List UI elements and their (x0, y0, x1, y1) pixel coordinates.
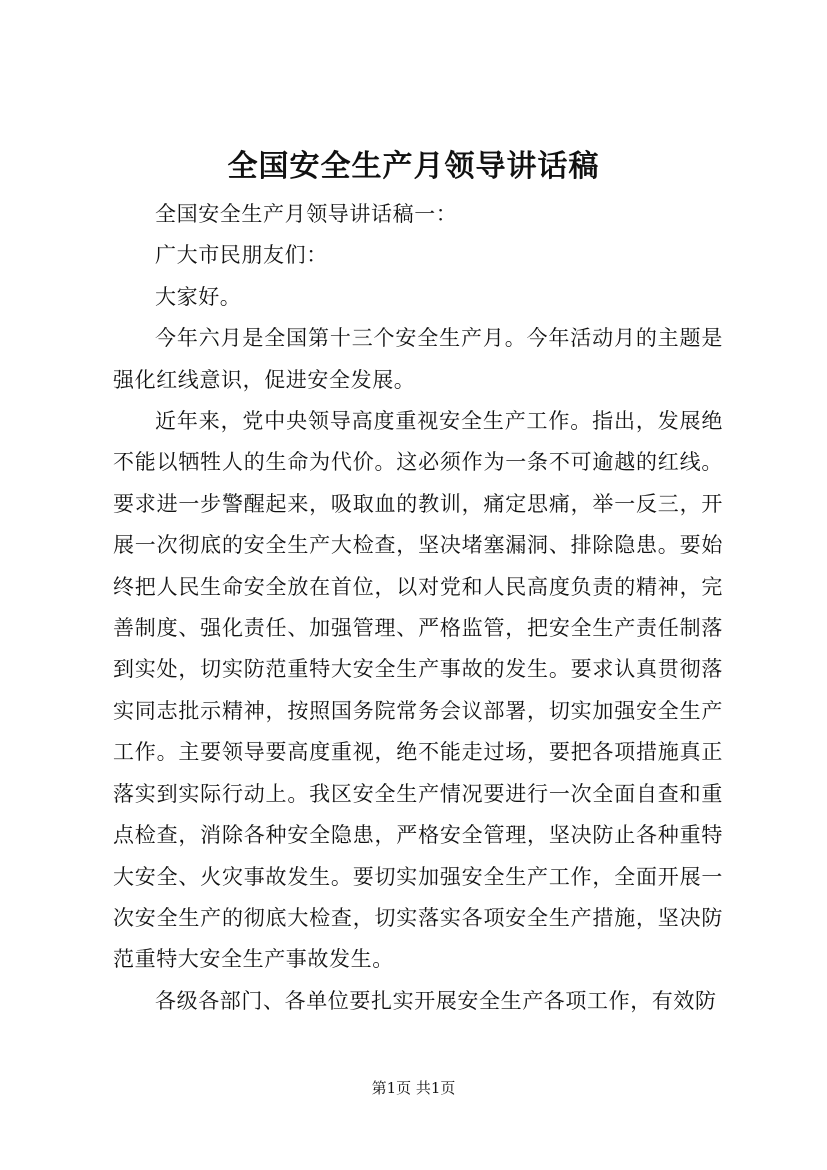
paragraph: 近年来，党中央领导高度重视安全生产工作。指出，发展绝不能以牺牲人的生命为代价。这必须作为一条不可逾越的红线。要求进一步警醒起来，吸取血的教训，痛定思痛，举一反三，开展一次彻底的安全生产大检查，坚决堵塞漏洞、排除隐患。要始终把人民生命安全放在首位，以对党和人民高度负责的精神，完善制度、强化责任、加强管理、严格监管，把安全生产责任制落到实处，切实防范重特大安全生产事故的发生。要求认真贯彻落实同志批示精神，按照国务院常务会议部署，切实加强安全生产工作。主要领导要高度重视，绝不能走过场，要把各项措施真正落实到实际行动上。我区安全生产情况要进行一次全面自查和重点检查，消除各种安全隐患，严格安全管理，坚决防止各种重特大安全、火灾事故发生。要切实加强安全生产工作，全面开展一次安全生产的彻底大检查，切实落实各项安全生产措施，坚决防范重特大安全生产事故发生。 (113, 409, 723, 972)
document-body (113, 194, 723, 1022)
paragraph: 各级各部门、各单位要扎实开展安全生产各项工作，有效防 (155, 988, 717, 1013)
paragraph: 大家好。 (155, 284, 242, 309)
page-footer: 第1页 共1页 (371, 1079, 456, 1097)
paragraph: 今年六月是全国第十三个安全生产月。今年活动月的主题是强化红线意识，促进安全发展。 (113, 326, 723, 392)
document-title: 全国安全生产月领导讲话稿 (227, 149, 600, 184)
paragraph: 广大市民朋友们： (155, 243, 328, 268)
paragraph: 全国安全生产月领导讲话稿一： (155, 202, 458, 226)
